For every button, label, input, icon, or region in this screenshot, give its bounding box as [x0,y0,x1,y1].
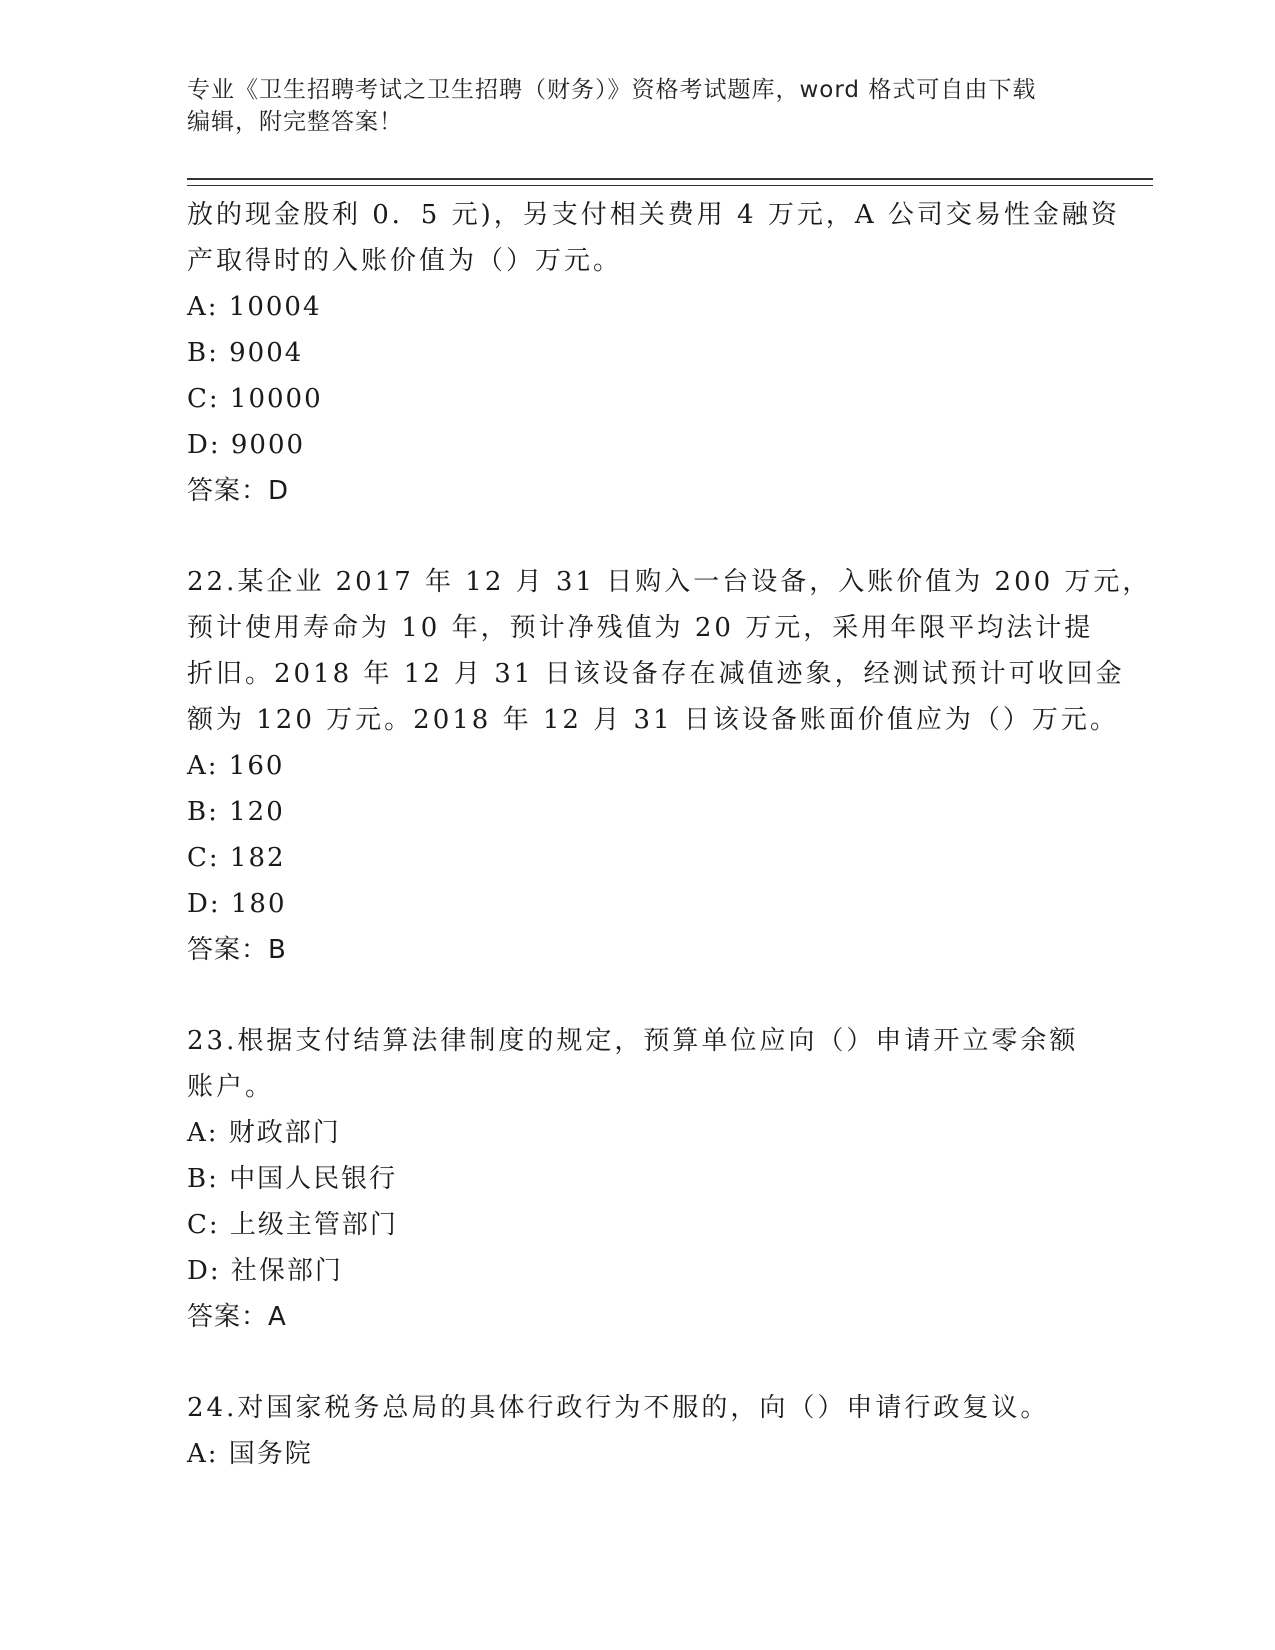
header-rule-thick [187,178,1153,180]
answer: 答案：A [187,1302,287,1332]
question-list [187,192,1152,1477]
document-header [187,74,1067,138]
option-b: B: 120 [187,797,285,827]
option-d: D: 社保部门 [187,1256,343,1286]
option-d: D: 180 [187,889,287,919]
option-b: B: 中国人民银行 [187,1164,398,1194]
question-text-line: 23.根据支付结算法律制度的规定，预算单位应向（）申请开立零余额 [187,1026,1079,1056]
option-a: A: 10004 [187,292,322,322]
question-21-continued [187,192,1120,514]
question-24 [187,1385,1087,1477]
header-line-1: 专业《卫生招聘考试之卫生招聘（财务）》资格考试题库，word 格式可自由下载 [187,77,1037,103]
question-23 [187,1018,1087,1340]
answer: 答案：D [187,476,290,506]
option-a: A: 160 [187,751,285,781]
option-d: D: 9000 [187,430,306,460]
question-text-line: 账户。 [187,1072,275,1102]
question-text-line: 额为 120 万元。2018 年 12 月 31 日该设备账面价值应为（）万元。 [187,705,1119,735]
question-text-line: 预计使用寿命为 10 年，预计净残值为 20 万元，采用年限平均法计提 [187,613,1094,643]
option-c: C: 10000 [187,384,323,414]
question-22 [187,559,1152,973]
question-text-line: 折旧。2018 年 12 月 31 日该设备存在减值迹象，经测试预计可收回金 [187,659,1125,689]
question-text-line: 22.某企业 2017 年 12 月 31 日购入一台设备，入账价值为 200 万元， [187,567,1152,597]
question-text-line: 产取得时的入账价值为（）万元。 [187,246,623,276]
option-a: A: 国务院 [187,1439,313,1469]
option-c: C: 上级主管部门 [187,1210,398,1240]
header-rule-thin [187,185,1153,186]
option-c: C: 182 [187,843,286,873]
header-line-2: 编辑，附完整答案！ [187,109,403,135]
option-b: B: 9004 [187,338,304,368]
option-a: A: 财政部门 [187,1118,341,1148]
answer: 答案：B [187,935,287,965]
question-text-line: 24.对国家税务总局的具体行政行为不服的，向（）申请行政复议。 [187,1393,1050,1423]
question-text-line: 放的现金股利 0．5 元)，另支付相关费用 4 万元，A 公司交易性金融资 [187,200,1120,230]
